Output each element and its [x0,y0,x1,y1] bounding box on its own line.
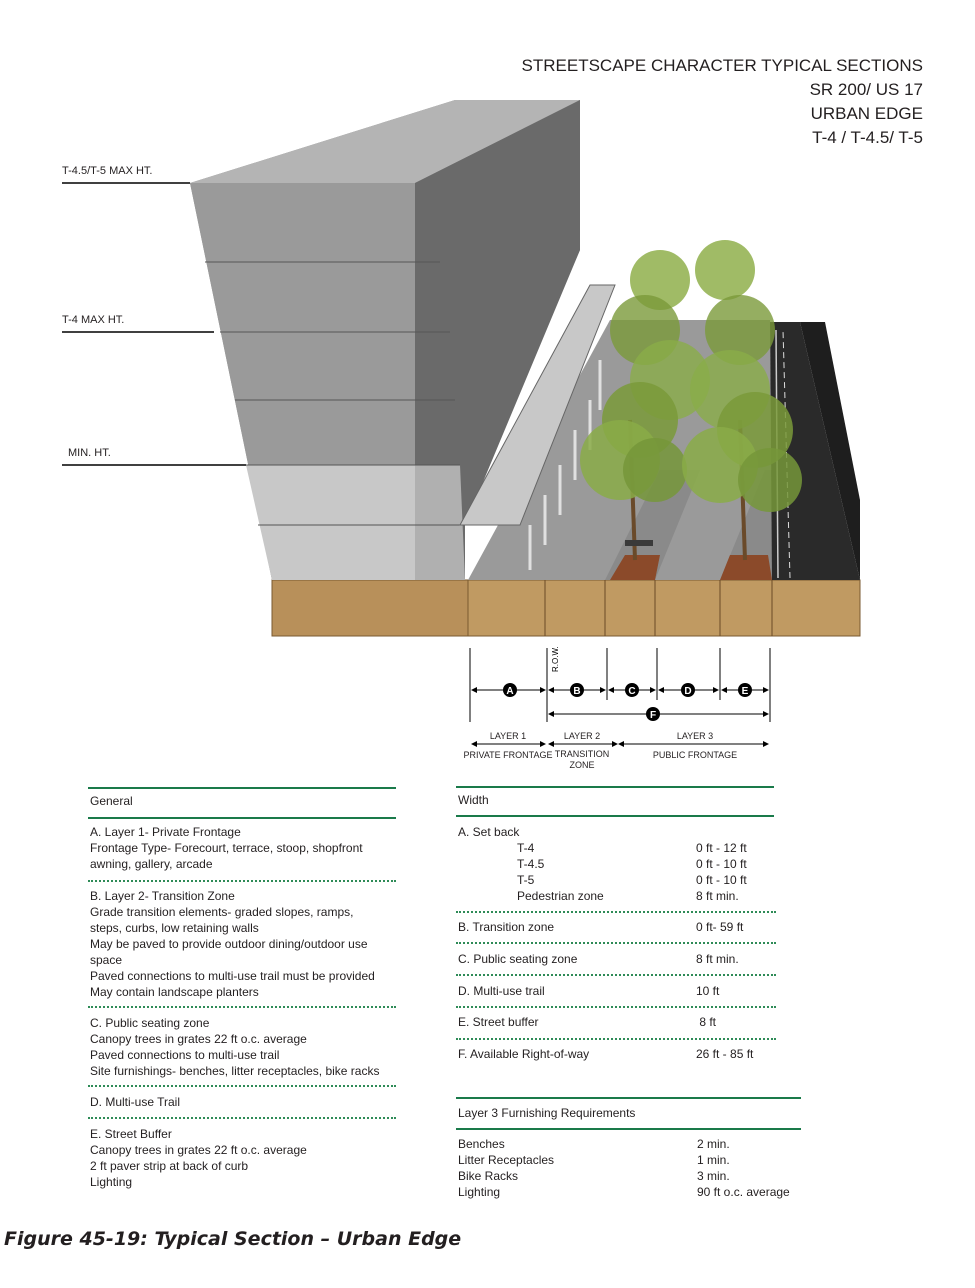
max-height-t4-label: T-4 MAX HT. [62,314,125,326]
row-label: R.O.W. [551,646,560,672]
setback-row-value: 0 ft - 10 ft [696,857,747,871]
furnishing-row-value: 2 min. [697,1137,730,1151]
width-row-value: 26 ft - 85 ft [696,1047,754,1061]
layer2-name-a: TRANSITION [554,749,610,759]
width-row-value: 8 ft min. [696,952,739,966]
marker-c-label: C [628,686,636,697]
width-row-value: 8 ft [696,1015,717,1029]
bench [625,540,653,546]
marker-d-label: D [684,686,692,697]
general-rule-bottom [88,817,396,819]
width-heading: Width [458,793,489,807]
title-line-4: T-4 / T-4.5/ T-5 [812,128,923,147]
setback-row-label: Pedestrian zone [517,889,604,903]
furnishing-row-label: Benches [458,1137,505,1151]
furnishing-row-value: 3 min. [697,1169,730,1183]
general-heading: General [90,794,133,808]
furnishing-rule-top [456,1097,801,1099]
figure-caption: Figure 45-19: Typical Section – Urban Edge [4,1228,462,1250]
general-line: E. Street Buffer [90,1127,172,1141]
furnishing-row-label: Bike Racks [458,1169,519,1183]
furnishing-row-value: 1 min. [697,1153,730,1167]
general-divider [88,880,396,882]
layer1-name: PRIVATE FRONTAGE [463,750,553,760]
width-row-label: F. Available Right-of-way [458,1047,590,1061]
width-divider [456,1038,776,1040]
setback-row-label: T-5 [517,873,535,887]
general-line: A. Layer 1- Private Frontage [90,825,241,839]
furnishing-row-value: 90 ft o.c. average [697,1185,790,1199]
general-line: steps, curbs, low retaining walls [90,921,259,935]
width-divider [456,974,776,976]
marker-f-label: F [649,710,657,721]
width-row-label: C. Public seating zone [458,952,578,966]
setback-row-label: T-4 [517,841,535,855]
layer3-name: PUBLIC FRONTAGE [652,750,738,760]
furnishing-heading: Layer 3 Furnishing Requirements [458,1106,636,1120]
furnishing-rule-bottom [456,1128,801,1130]
general-line: Canopy trees in grates 22 ft o.c. average [90,1143,307,1157]
general-line: May be paved to provide outdoor dining/outdoor use [90,937,368,951]
general-divider [88,1006,396,1008]
marker-a-label: A [506,686,514,697]
setback-row-value: 0 ft - 12 ft [696,841,747,855]
layer3-title: LAYER 3 [676,731,714,741]
layer2-title: LAYER 2 [563,731,601,741]
general-line: Paved connections to multi-use trail must be provided [90,969,375,983]
width-row-value: 10 ft [696,984,720,998]
general-line: awning, gallery, arcade [90,857,213,871]
width-divider [456,942,776,944]
general-line: Lighting [90,1175,133,1189]
soil-layer1 [272,580,468,636]
general-rule-top [88,787,396,789]
layer2-name-b: ZONE [569,760,595,770]
max-height-t45-t5-label: T-4.5/T-5 MAX HT. [62,165,153,177]
general-line: B. Layer 2- Transition Zone [90,889,235,903]
width-rule-bottom [456,815,774,817]
width-row-label: D. Multi-use trail [458,984,545,998]
general-line: C. Public seating zone [90,1016,210,1030]
width-rule-top [456,786,774,788]
soil-public [468,580,860,636]
furnishing-row-label: Litter Receptacles [458,1153,555,1167]
width-row-label: E. Street buffer [458,1015,539,1029]
general-line: D. Multi-use Trail [90,1095,181,1109]
min-height-label: MIN. HT. [68,447,111,459]
setback-row-value: 8 ft min. [696,889,739,903]
general-line: Paved connections to multi-use trail [90,1048,280,1062]
general-divider [88,1117,396,1119]
width-divider [456,911,776,913]
general-line: Site furnishings- benches, litter receptacles, bike racks [90,1064,380,1078]
general-line: Frontage Type- Forecourt, terrace, stoop, shopfront [90,841,363,855]
title-line-2: SR 200/ US 17 [809,80,923,99]
width-row-value: 0 ft- 59 ft [696,920,744,934]
setback-row-value: 0 ft - 10 ft [696,873,747,887]
general-line: May contain landscape planters [90,985,259,999]
general-line: Canopy trees in grates 22 ft o.c. average [90,1032,307,1046]
width-row-label: B. Transition zone [458,920,555,934]
width-divider [456,1006,776,1008]
general-divider [88,1085,396,1087]
marker-b-label: B [573,686,581,697]
general-line: Grade transition elements- graded slopes, ramps, [90,905,354,919]
marker-e-label: E [741,686,749,697]
furnishing-row-label: Lighting [458,1185,501,1199]
setback-row-label: T-4.5 [517,857,545,871]
general-line: space [90,953,123,967]
general-line: 2 ft paver strip at back of curb [90,1159,249,1173]
setback-label: A. Set back [458,825,520,839]
title-line-3: URBAN EDGE [810,104,923,123]
title-line-1: STREETSCAPE CHARACTER TYPICAL SECTIONS [521,56,923,75]
layer1-title: LAYER 1 [489,731,527,741]
